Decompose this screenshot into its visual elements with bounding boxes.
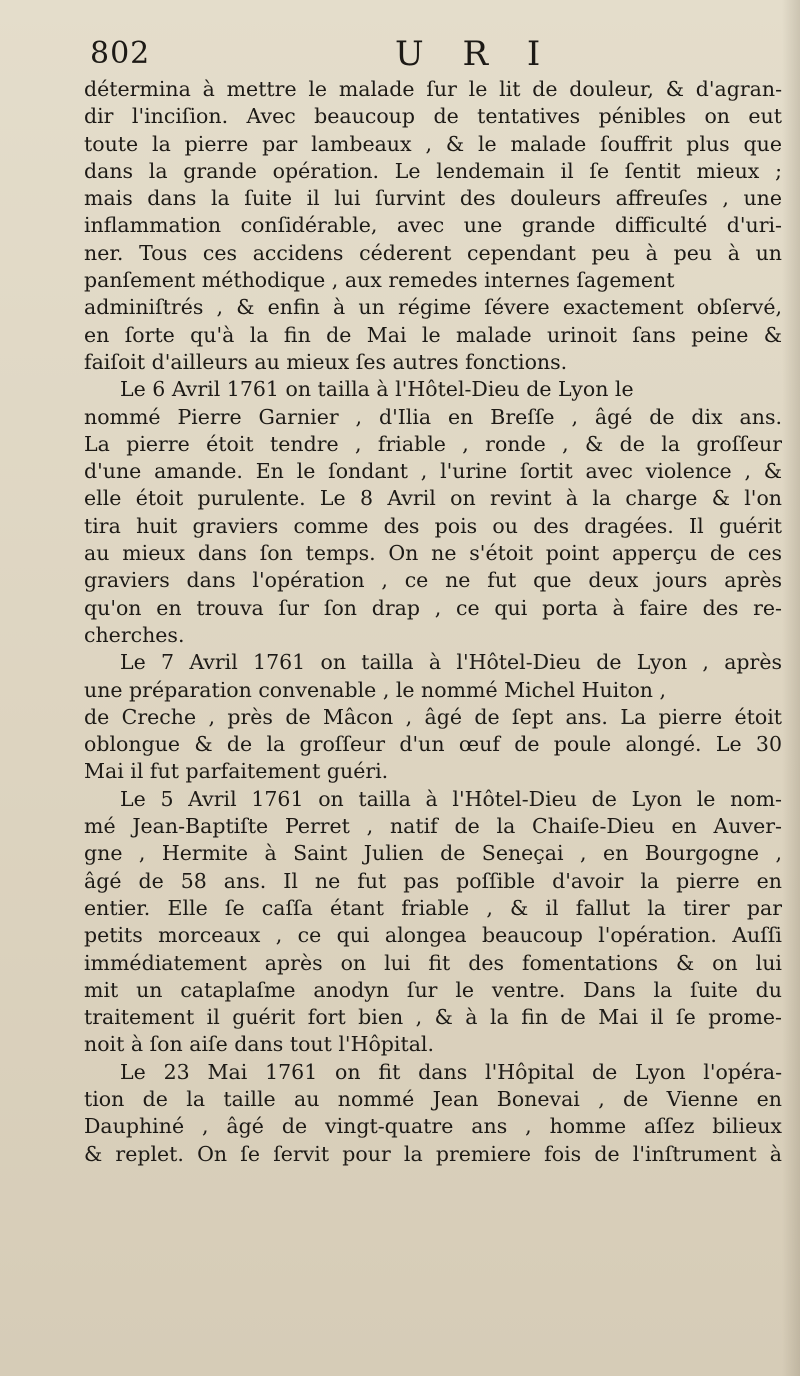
page-header xyxy=(90,34,782,82)
text-line: qu'on en trouva ſur ſon drap , ce qui porta à faire des re- xyxy=(84,595,782,620)
text-line: toute la pierre par lambeaux , & le malade ſouffrit plus que xyxy=(84,131,782,156)
text-line: de Creche , près de Mâcon , âgé de ſept ans. La pierre étoit xyxy=(84,704,782,729)
text-line: mais dans la ſuite il lui ſurvint des douleurs affreuſes , une xyxy=(84,186,782,211)
text-line: elle étoit purulente. Le 8 Avril on revint à la charge & l'on xyxy=(84,486,782,511)
text-line: tira huit graviers comme des pois ou des dragées. Il guérit xyxy=(84,513,782,538)
text-line: Le 23 Mai 1761 on fit dans l'Hôpital de Lyon l'opéra- xyxy=(120,1059,782,1084)
text-line: entier. Elle ſe caſſa étant friable , & il fallut la tirer par xyxy=(84,895,782,920)
text-line: petits morceaux , ce qui alongea beaucoup l'opération. Auſſi xyxy=(84,923,782,948)
text-line: dans la grande opération. Le lendemain il ſe ſentit mieux ; xyxy=(84,158,782,183)
text-line: nommé Pierre Garnier , d'Ilia en Breſſe , âgé de dix ans. xyxy=(84,404,782,429)
text-line: Dauphiné , âgé de vingt-quatre ans , homme aſſez bilieux xyxy=(84,1114,782,1139)
text-line: mit un cataplaſme anodyn ſur le ventre. Dans la ſuite du xyxy=(84,977,782,1002)
text-line: dir l'inciſion. Avec beaucoup de tentatives pénibles on eut xyxy=(84,104,782,129)
text-line: tion de la taille au nommé Jean Bonevai , de Vienne en xyxy=(84,1086,782,1111)
text-line: panſement méthodique , aux remedes internes ſagement xyxy=(84,268,675,293)
text-line: ner. Tous ces accidens céderent cependant peu à peu à un xyxy=(84,240,782,265)
running-head: U R I xyxy=(395,34,555,74)
text-line: noit à ſon aiſe dans tout l'Hôpital. xyxy=(84,1032,435,1057)
text-line: Le 7 Avril 1761 on tailla à l'Hôtel-Dieu de Lyon , après xyxy=(120,650,782,675)
body-text xyxy=(84,76,782,1168)
text-line: immédiatement après on lui fit des fomentations & on lui xyxy=(84,950,782,975)
text-line: graviers dans l'opération , ce ne fut que deux jours après xyxy=(84,568,782,593)
text-line: oblongue & de la groſſeur d'un œuf de poule alongé. Le 30 xyxy=(84,732,782,757)
text-line: traitement il guérit fort bien , & à la fin de Mai il ſe prome- xyxy=(84,1005,782,1030)
text-line: âgé de 58 ans. Il ne fut pas poſſible d'avoir la pierre en xyxy=(84,868,782,893)
text-line: faiſoit d'ailleurs au mieux ſes autres fonctions. xyxy=(84,349,568,374)
text-line: Mai il fut parfaitement guéri. xyxy=(84,759,389,784)
text-line: adminiſtrés , & enfin à un régime ſévere exactement obſervé, xyxy=(84,295,782,320)
text-line: La pierre étoit tendre , friable , ronde , & de la groſſeur xyxy=(84,431,782,456)
text-line: d'une amande. En le ſondant , l'urine ſortit avec violence , & xyxy=(84,459,782,484)
text-line: au mieux dans ſon temps. On ne s'étoit point apperçu de ces xyxy=(84,541,782,566)
page-number: 802 xyxy=(90,36,151,71)
text-line: détermina à mettre le malade ſur le lit de douleur, & d'agran- xyxy=(84,77,782,101)
text-line: cherches. xyxy=(84,622,185,647)
page-edge-shadow xyxy=(782,0,800,1376)
text-line: en ſorte qu'à la fin de Mai le malade urinoit ſans peine & xyxy=(84,322,782,347)
text-line: inflammation conſidérable, avec une grande difficulté d'uri- xyxy=(84,213,782,238)
text-line: une préparation convenable , le nommé Michel Huiton , xyxy=(84,677,667,702)
text-line: gne , Hermite à Saint Julien de Seneçai , en Bourgogne , xyxy=(84,841,782,866)
text-line: mé Jean-Baptiſte Perret , natif de la Chaiſe-Dieu en Auver- xyxy=(84,814,782,839)
text-line: Le 6 Avril 1761 on tailla à l'Hôtel-Dieu de Lyon le xyxy=(120,377,634,402)
text-line: & replet. On ſe ſervit pour la premiere fois de l'inſtrument à xyxy=(84,1141,782,1166)
text-line: Le 5 Avril 1761 on tailla à l'Hôtel-Dieu de Lyon le nom- xyxy=(120,786,782,811)
